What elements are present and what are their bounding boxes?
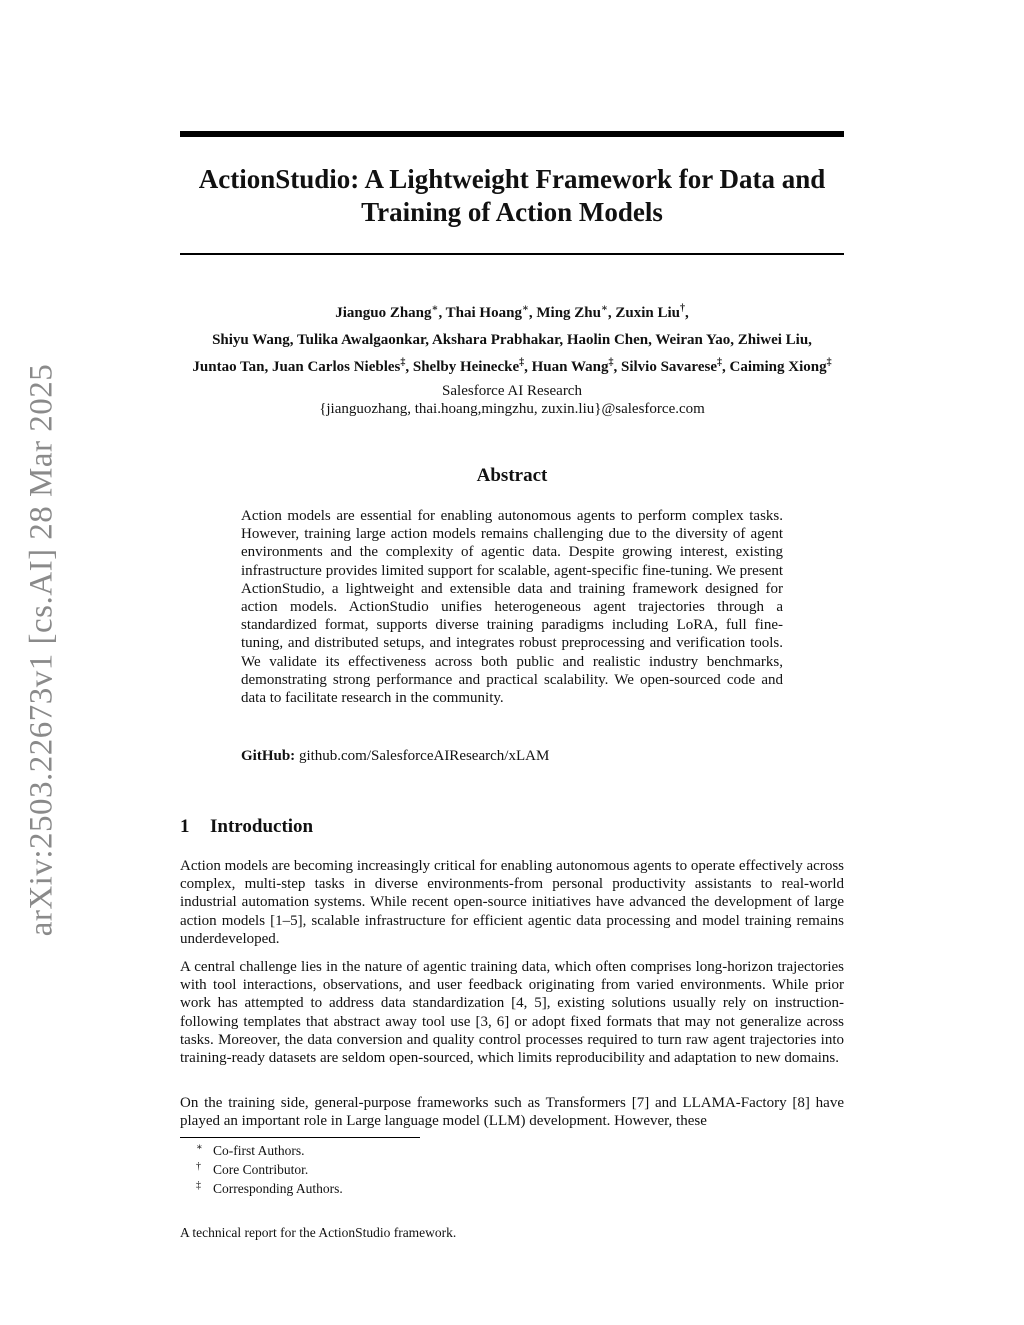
footnote-co-first: ∗ Co-first Authors. [196,1142,305,1158]
author-mark: ‡ [519,357,525,368]
author-line-3: Juntao Tan, Juan Carlos Niebles‡, Shelby Heinecke‡, Huan Wang‡, Silvio Savarese‡, Caiming Xiong‡ [192,357,832,375]
github-link[interactable]: github.com/SalesforceAIResearch/xLAM [298,748,550,764]
author-name: Ming Zhu [536,305,601,321]
author-name: Juntao Tan [192,359,265,375]
abstract-heading: Abstract [476,465,548,486]
paper-title: ActionStudio: A Lightweight Framework for Data and Training of Action Models [198,164,826,227]
footnote-corresponding: ‡ Corresponding Authors. [196,1180,343,1196]
title-top-rule [180,131,844,137]
author-name: Juan Carlos Niebles [272,359,401,375]
author-name: Akshara Prabhakar [431,332,560,348]
author-name: Caiming Xiong [729,359,827,375]
github-line [241,747,783,765]
abstract-body: Action models are essential for enabling autonomous agents to perform complex tasks. However, training large action models remains challenging due to the diversity of agent environments and the complexity of agentic data. Despite growing interest, existing infrastructure provides limited support for scalable, agent-specific fine-tuning. We present ActionStudio, a lightweight and extensible data and training framework designed for action models. ActionStudio unifies heterogeneous agent trajectories through a standardized format, supports diverse training paradigms including LoRA, full fine-tuning, and distributed setups, and integrates robust preprocessing and verification tools. We validate its effectiveness across both public and realistic industry benchmarks, demonstrating strong performance and practical scalability. We open-sourced code and data to facilitate research in the community. [241,508,783,707]
section-title: Introduction [210,816,314,837]
intro-paragraph-1: Action models are becoming increasingly critical for enabling autonomous agents to operate effectively across complex, multi-step tasks in diverse environments-from personal productivity assistants to real-world industrial automation systems. While recent open-source initiatives have advanced the development of large action models [1–5], scalable infrastructure for efficient agentic data processing and model training remains underdeveloped. [180,858,844,947]
affiliation-emails: {jianguozhang, thai.hoang,mingzhu, zuxin.liu}@salesforce.com [319,401,705,417]
author-line-1: Jianguo Zhang∗, Thai Hoang∗, Ming Zhu∗, Zuxin Liu†, [335,303,689,321]
author-name: Weiran Yao [655,332,731,348]
footnote-core-contributor: † Core Contributor. [196,1161,309,1177]
affiliation [180,382,844,418]
author-name: Huan Wang [531,359,609,375]
author-line-2: Shiyu Wang, Tulika Awalgaonkar, Akshara Prabhakar, Haolin Chen, Weiran Yao, Zhiwei Liu, [212,332,812,348]
author-mark: † [680,303,686,314]
footnote-text: Corresponding Authors. [213,1181,343,1196]
author-mark: ∗ [521,303,529,314]
author-name: Shiyu Wang [212,332,290,348]
intro-paragraph-3: On the training side, general-purpose frameworks such as Transformers [7] and LLAMA-Factory [8] have played an important role in Large language model (LLM) development. However, these [180,1095,844,1130]
affiliation-org: Salesforce AI Research [442,383,582,399]
section-number: 1 [180,816,190,837]
author-name: Thai Hoang [445,305,522,321]
author-name: Silvio Savarese [621,359,717,375]
author-mark: ‡ [400,357,406,368]
footnote-text: Core Contributor. [213,1162,309,1177]
author-mark: ‡ [716,357,722,368]
footnote-rule [180,1137,420,1138]
author-name: Tulika Awalgaonkar [297,332,426,348]
author-name: Zhiwei Liu [737,332,809,348]
footnotes [196,1141,343,1198]
author-list [150,300,874,381]
title-bottom-rule [180,253,844,255]
author-mark: ∗ [431,303,439,314]
author-name: Jianguo Zhang [335,305,432,321]
author-mark: ‡ [826,357,832,368]
footnote-text: Co-first Authors. [213,1143,305,1158]
footer-note: A technical report for the ActionStudio framework. [180,1225,457,1240]
author-name: Shelby Heinecke [412,359,520,375]
author-mark: ∗ [600,303,608,314]
intro-paragraph-2: A central challenge lies in the nature of agentic training data, which often comprises long-horizon trajectories with tool interactions, observations, and user feedback originating from varied environments. While prior work has attempted to address data standardization [4, 5], existing solutions usually rely on instruction-following templates that abstract away tool use [3, 6] or adopt fixed formats that may not generalize across tasks. Moreover, the data conversion and quality control processes required to turn raw agent trajectories into training-ready datasets are seldom open-sourced, which limits reproducibility and adaptation to new domains. [180,959,844,1067]
github-label: GitHub: [241,748,296,764]
arxiv-stamp: arXiv:2503.22673v1 [cs.AI] 28 Mar 2025 [23,363,60,937]
author-name: Zuxin Liu [615,305,681,321]
section-heading-introduction [180,816,313,838]
author-name: Haolin Chen [566,332,649,348]
author-mark: ‡ [608,357,614,368]
